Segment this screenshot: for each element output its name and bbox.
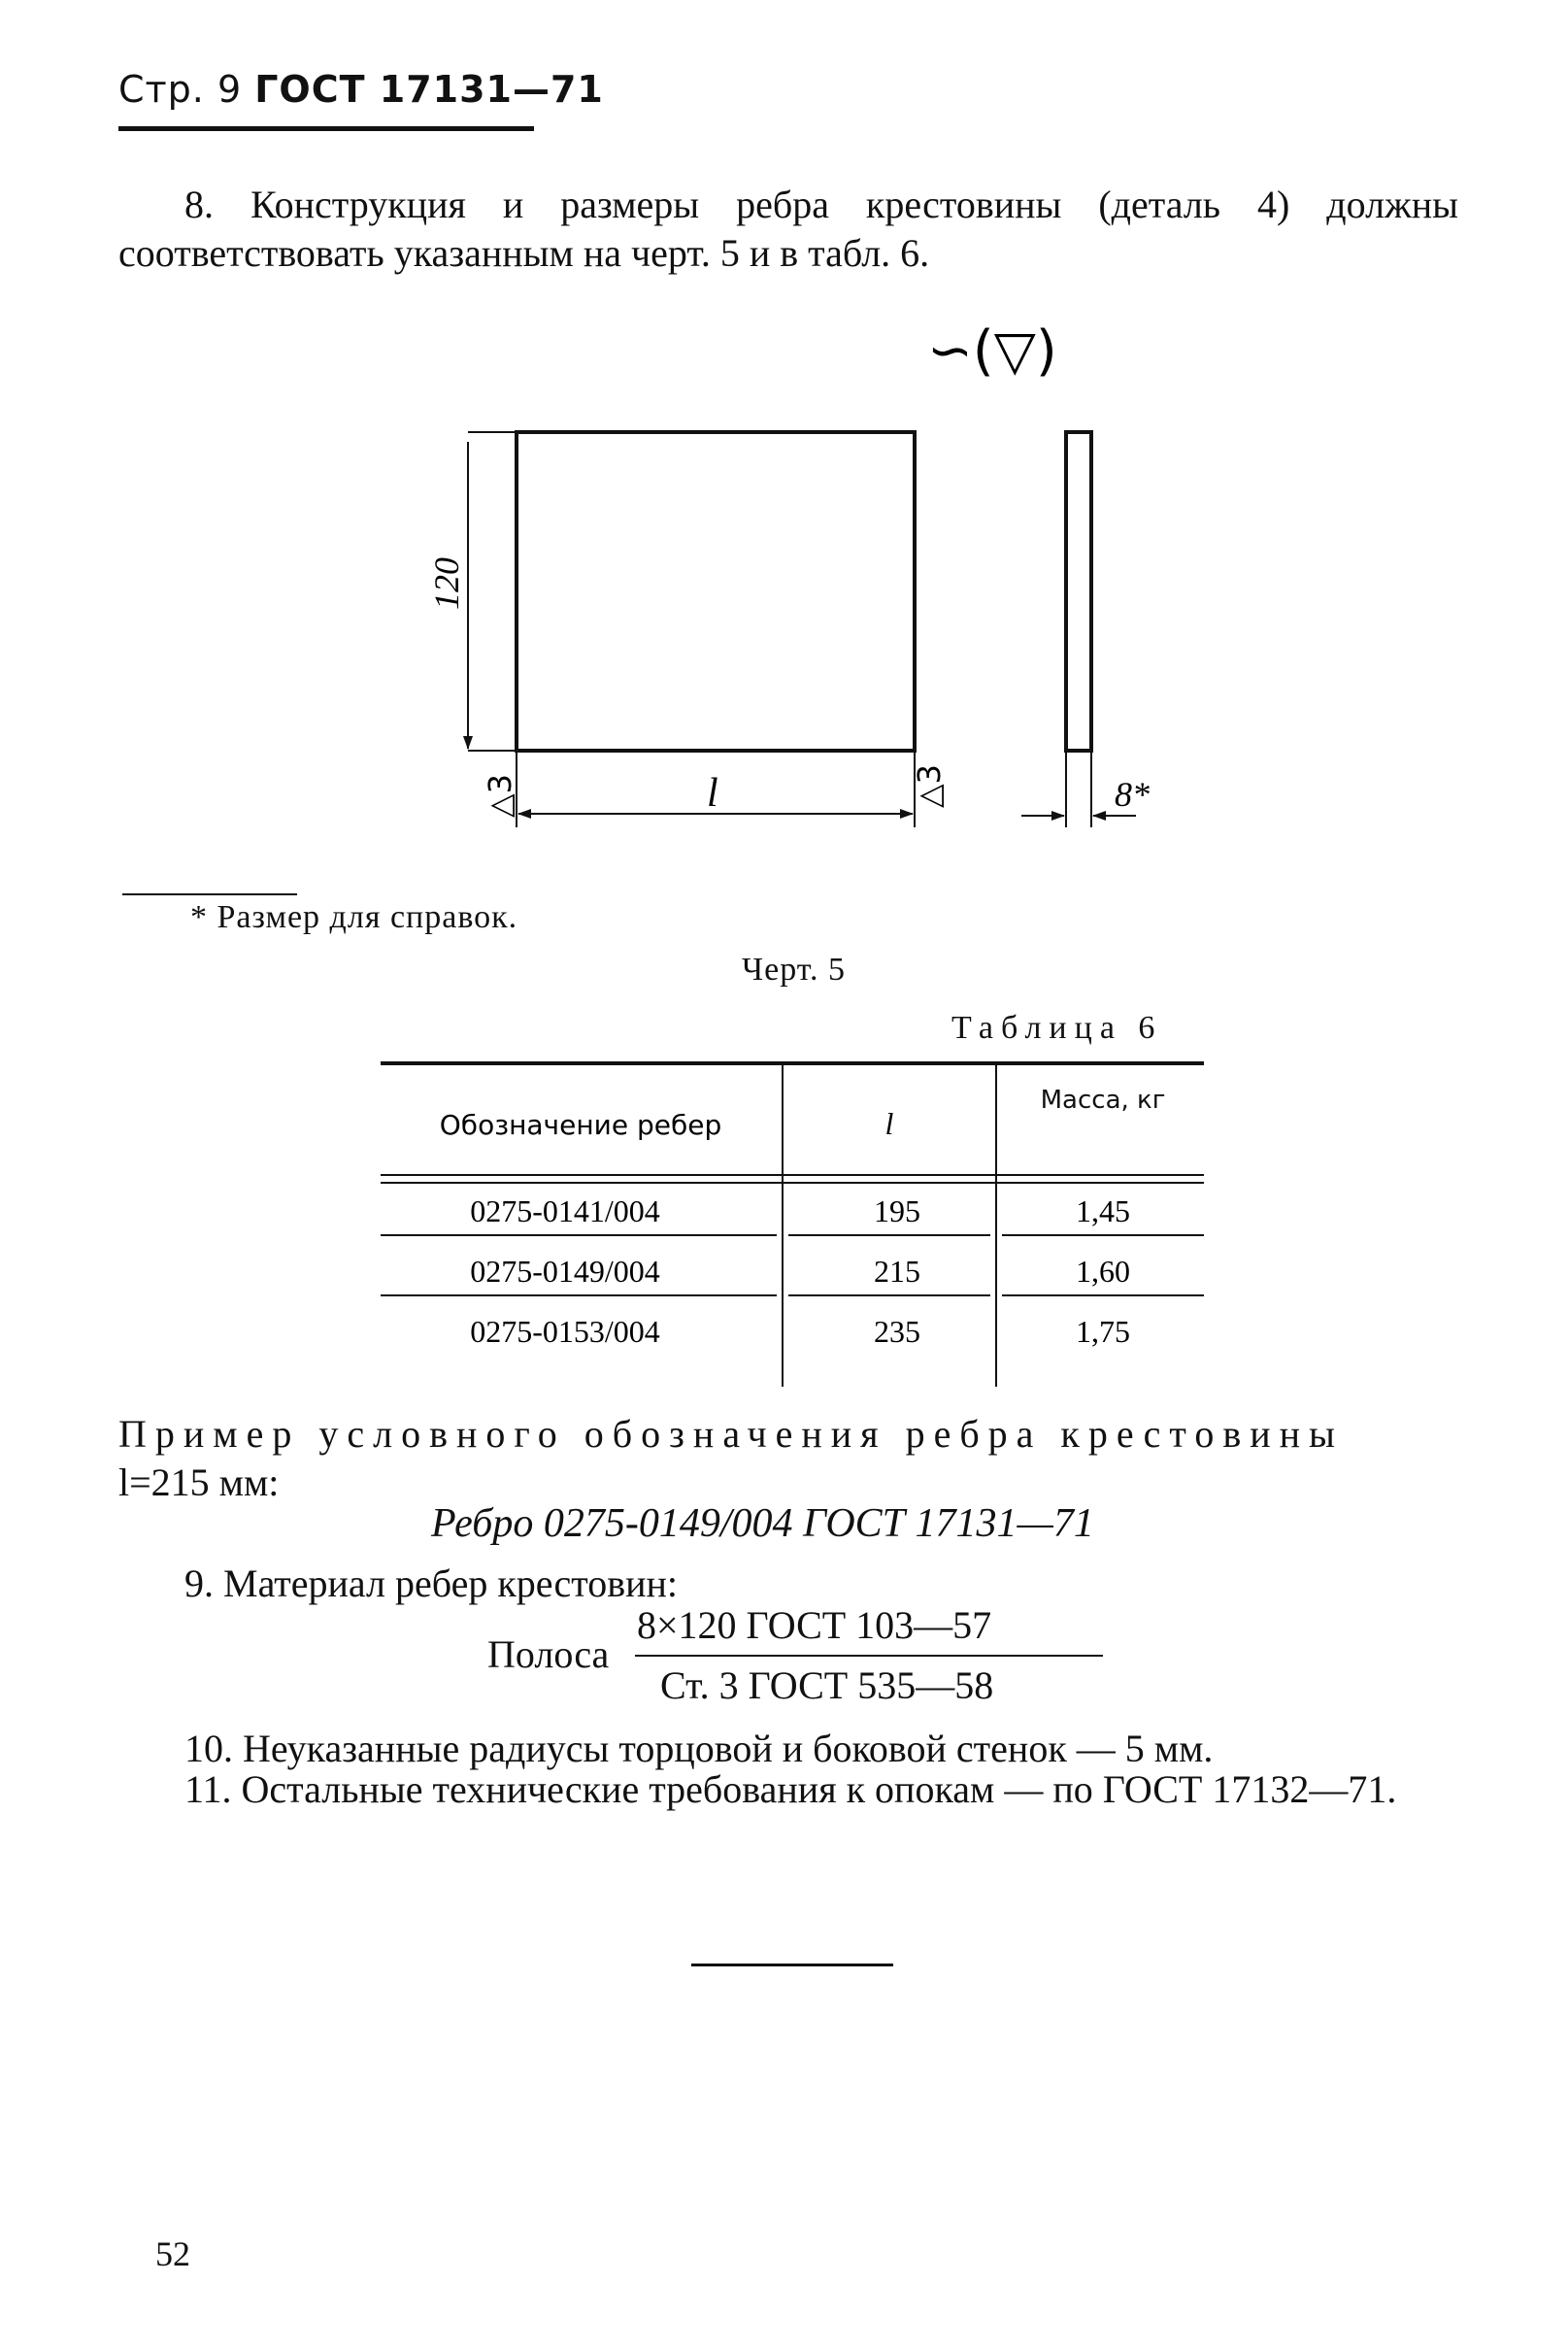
weld-mark-left: △3 [482,774,518,818]
footnote: * Размер для справок. [190,899,518,935]
row-3-mass: 1,75 [1076,1314,1130,1349]
paragraph-10: 10. Неуказанные радиусы торцовой и боковой стенок — 5 мм. [184,1727,1214,1770]
row-1-mass: 1,45 [1076,1193,1130,1228]
row-1-designation: 0275-0141/004 [470,1193,660,1228]
figure-caption: Черт. 5 [742,952,847,988]
standard-number: ГОСТ 17131—71 [254,68,604,111]
end-rule [691,1964,893,1966]
example-designation: Ребро 0275-0149/004 ГОСТ 17131—71 [431,1501,1094,1546]
example-lead: Пример условного обозначения ребра крестовины [118,1412,1344,1456]
row-2-mass: 1,60 [1076,1254,1130,1289]
row-2-length: 215 [874,1254,920,1289]
paragraph-8: 8. Конструкция и размеры ребра крестовины (деталь 4) должны соответствовать указанным на черт. 5 и в табл. 6. [118,183,1458,275]
fraction-numerator: 8×120 ГОСТ 103—57 [637,1603,992,1647]
row-3-length: 235 [874,1314,920,1349]
thickness-label: 8* [1115,775,1150,814]
roughness-mark: ∽(▽) [927,319,1057,383]
weld-mark-right: △3 [911,764,948,808]
height-label: 120 [427,557,466,610]
paragraph-11: 11. Остальные технические требования к опокам — по ГОСТ 17132—71. [184,1767,1397,1811]
col-header-designation: Обозначение ребер [439,1109,722,1141]
row-1-length: 195 [874,1193,920,1228]
table-title: Таблица 6 [951,1010,1163,1046]
row-3-designation: 0275-0153/004 [470,1314,660,1349]
paragraph-9: 9. Материал ребер крестовин: [184,1561,679,1605]
col-header-mass: Масса, кг [1040,1086,1166,1115]
fraction-bar [635,1655,1103,1657]
page-ref: Стр. 9 [118,68,243,111]
fraction-label: Полоса [487,1632,610,1676]
length-label: l [707,771,718,816]
col-header-length: l [884,1106,894,1141]
row-2-designation: 0275-0149/004 [470,1254,660,1289]
page-number: 52 [155,2234,190,2273]
fraction-denominator: Ст. 3 ГОСТ 535—58 [660,1663,994,1707]
col-header-mass-wrap [1006,1086,1200,1169]
example-continuation: l=215 мм: [118,1460,280,1504]
